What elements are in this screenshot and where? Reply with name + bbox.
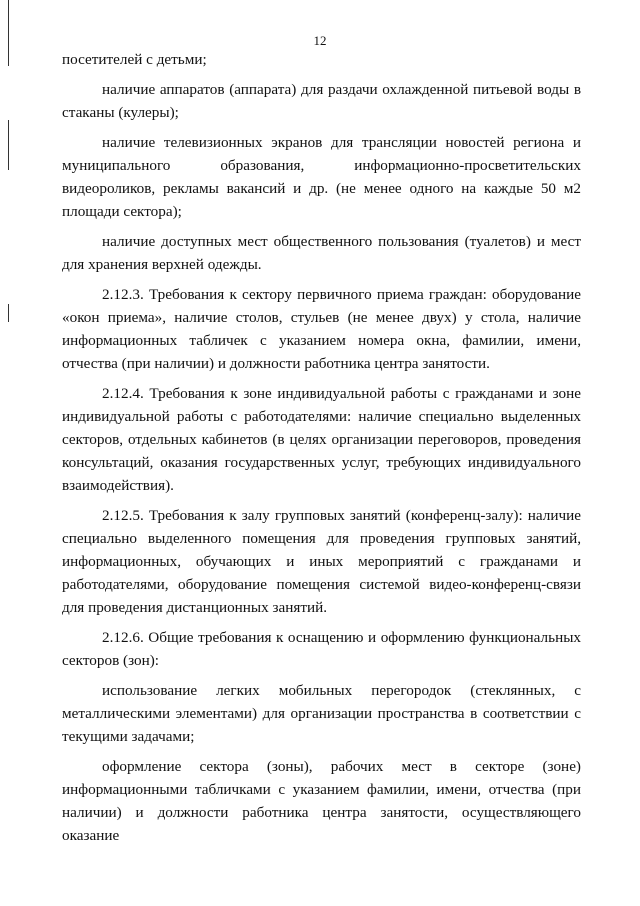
document-body (62, 48, 581, 854)
paragraph: 2.12.4. Требования к зоне индивидуальной работы с гражданами и зоне индивидуальной работы с работодателями: наличие специально выделенных секторов, отдельных кабинетов (в целях организации переговоров, проведения консультаций, оказания государственных услуг, требующих индивидуального взаимодействия). (62, 385, 581, 494)
paragraph: наличие аппаратов (аппарата) для раздачи охлажденной питьевой воды в стаканы (кулеры); (62, 81, 581, 121)
page-number: 12 (313, 33, 327, 48)
paragraph: 2.12.6. Общие требования к оснащению и оформлению функциональных секторов (зон): (62, 629, 581, 669)
scan-edge-mark (8, 304, 9, 322)
paragraph: наличие телевизионных экранов для трансляции новостей региона и муниципального образования, информационно-просветительских видеороликов, рекламы вакансий и др. (не менее одного на каждые 50 м2 площади сектора); (62, 134, 581, 220)
paragraph: наличие доступных мест общественного пользования (туалетов) и мест для хранения верхней одежды. (62, 233, 581, 273)
scan-edge-mark (8, 120, 9, 170)
paragraph: оформление сектора (зоны), рабочих мест в секторе (зоне) информационными табличками с указанием фамилии, имени, отчества (при наличии) и должности работника центра занятости, осуществляющего оказание (62, 758, 581, 844)
paragraph: 2.12.5. Требования к залу групповых занятий (конференц-залу): наличие специально выделенного помещения для проведения групповых занятий, информационных, обучающих и иных мероприятий с гражданами и работодателями, оборудование помещения системой видео-конференц-связи для проведения дистанционных занятий. (62, 507, 581, 616)
paragraph: использование легких мобильных перегородок (стеклянных, с металлическими элементами) для организации пространства в соответствии с текущими задачами; (62, 682, 581, 745)
paragraph: посетителей с детьми; (62, 51, 207, 68)
paragraph: 2.12.3. Требования к сектору первичного приема граждан: оборудование «окон приема», наличие столов, стульев (не менее двух) у стола, наличие информационных табличек с указанием номера окна, фамилии, имени, отчества (при наличии) и должности работника центра занятости. (62, 286, 581, 372)
